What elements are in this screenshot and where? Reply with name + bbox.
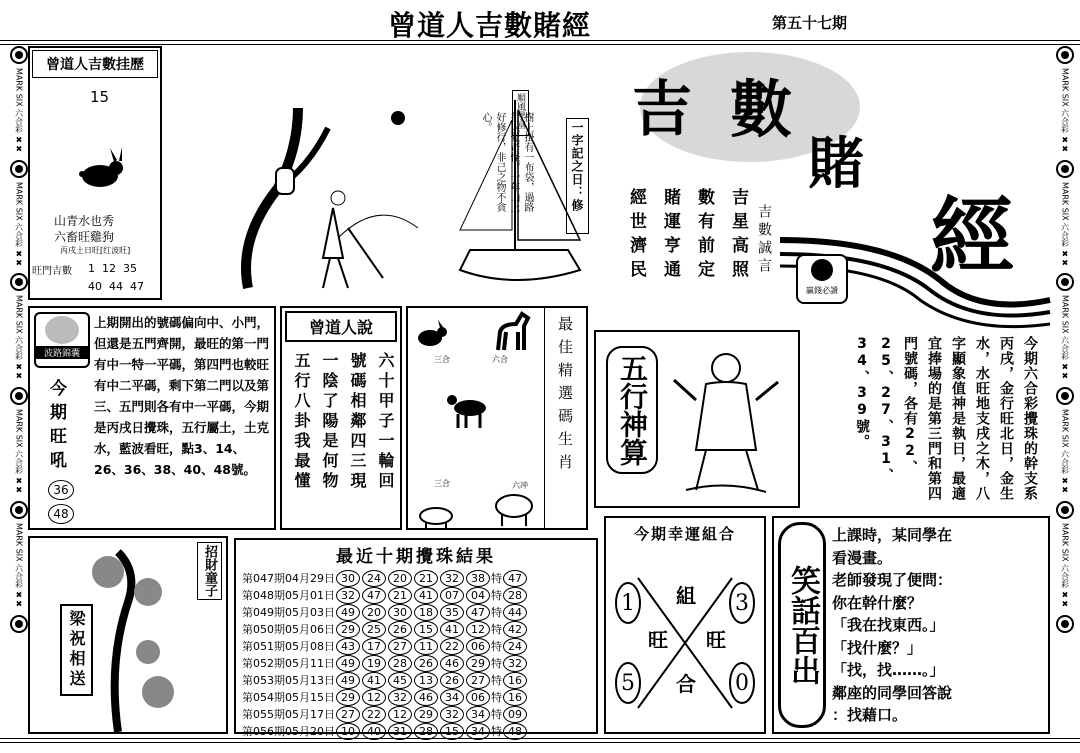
flower-icon [1056,615,1074,633]
result-ball: 46 [414,689,438,706]
result-ball: 31 [388,723,412,740]
result-ball: 18 [414,604,438,621]
lucky-word-left: 旺 [648,628,668,652]
wuxing-title: 五行神算 [606,346,658,474]
recruit-label: 招財童子 [197,542,222,600]
flower-icon [10,160,28,178]
result-ball: 21 [388,587,412,604]
wave-badge [34,312,90,368]
result-ball: 12 [388,706,412,723]
result-ball: 21 [414,570,438,587]
result-ball: 32 [440,570,464,587]
result-ball: 49 [336,672,360,689]
result-ball: 41 [414,587,438,604]
result-date: 第055期05月17日 [242,708,335,721]
calendar-panel [28,46,162,300]
strip-text: MARK SIX 六合彩 ✖✖ [14,68,24,154]
result-ball: 15 [414,621,438,638]
joke-line: 老師發現了便問： [832,571,953,589]
joke-line: 「我在找東西。」 [832,616,945,634]
wave-number-badge: 48 [48,504,74,524]
result-ball: 29 [336,689,360,706]
result-row [242,689,596,706]
flower-icon [10,387,28,405]
special-ball: 28 [503,587,527,604]
result-date: 第049期05月03日 [242,606,335,619]
money-badge [796,254,848,304]
result-row [242,570,596,587]
joke-line: 你在幹什麼？ [832,593,923,612]
header-rule [0,40,1080,45]
lucky-word-bottom: 合 [676,672,696,696]
zodiac-label-2: 六合 [492,355,508,364]
fortune-text: 今期六合彩攪珠的幹支系丙戌，金行旺北日，金生水，水旺地支戌之木，八字顯象值神是執日，最適宜捧場的是第三門和第四門號碼，各有22、25、27、31、34、39號。 [854,336,1038,501]
results-list [242,570,596,740]
strip-text: MARK SIX 六合彩 ✖✖ [1060,295,1070,382]
result-row [242,587,596,604]
special-label: 特 [491,708,502,721]
special-label: 特 [491,674,502,687]
lucky-word-top: 組 [676,584,696,608]
result-ball: 19 [362,655,386,672]
result-ball: 40 [362,723,386,740]
result-date: 第048期05月01日 [242,589,335,602]
special-label: 特 [491,725,502,738]
result-ball: 47 [466,604,490,621]
special-ball: 16 [503,672,527,689]
result-ball: 25 [362,621,386,638]
logo-column-2: 數有前定 [694,188,714,284]
result-ball: 12 [466,621,490,638]
horse-icon [492,310,536,354]
logo-column-4: 經世濟民 [626,188,646,284]
special-ball: 32 [503,655,527,672]
recruit-name: 梁祝相送 [60,604,93,696]
goat-icon [444,390,496,430]
result-ball: 20 [362,604,386,621]
tree-illustration [218,88,428,308]
says-panel [280,306,402,530]
result-date: 第050期05月06日 [242,623,335,636]
result-ball: 30 [388,604,412,621]
result-ball: 15 [440,723,464,740]
zodiac-label-1: 三合 [434,355,450,364]
deity-illustration [666,340,786,500]
result-ball: 11 [414,638,438,655]
says-column-3: 一陰了陽是何物 [320,352,339,492]
result-ball: 41 [440,621,464,638]
flower-icon [1056,46,1074,64]
result-ball: 29 [466,655,490,672]
luck-numbers-2: 40 44 47 [88,280,144,293]
result-row [242,621,596,638]
result-ball: 32 [440,706,464,723]
special-label: 特 [491,623,502,636]
wave-body: 上期開出的號碼偏向中、小門，但還是五門齊開，最旺的第一門有中一特一平碼，第四門也較旺有中二平碼，剩下第二門以及第三、五門則各有中一平碼，今期是丙戌日攪珠，五行屬土，土克水，藍波看旺，點3、14、26、36、38、40、48號。 [94,315,270,477]
wave-heading-4: 吼 [50,451,67,471]
result-ball: 13 [414,672,438,689]
result-row [242,723,596,740]
result-ball: 24 [362,570,386,587]
special-label: 特 [491,657,502,670]
wave-badge-label: 波路錦囊 [36,346,88,359]
logo-column-1: 吉星高照 [728,188,748,284]
result-ball: 47 [362,587,386,604]
calendar-note: 丙戌土日旺[红波旺] [60,246,131,255]
result-ball: 34 [466,706,490,723]
result-ball: 27 [388,638,412,655]
result-ball: 22 [362,706,386,723]
result-ball: 29 [414,706,438,723]
special-ball: 16 [503,689,527,706]
calendar-title: 曾道人吉數挂歷 [32,50,158,78]
logo-char-3: 賭 [808,131,864,197]
result-date: 第054期05月15日 [242,691,335,704]
lucky-panel [604,516,766,734]
result-ball: 06 [466,638,490,655]
luck-numbers-1: 1 12 35 [88,262,137,275]
boat-verse: 樹上掛有一布袋，過路行人覺奇怪。十年山上好修行，非己之物不貪心。 [480,112,533,212]
result-date: 第053期05月13日 [242,674,335,687]
wave-heading-3: 旺 [50,427,67,447]
joke-line: 「找，找……。」 [832,661,945,679]
special-label: 特 [491,691,502,704]
result-ball: 35 [440,604,464,621]
boat-flag: 順風學富 [512,90,529,136]
logo-motto: 吉數誠言 [756,204,772,276]
lucky-word-right: 旺 [706,628,726,652]
poem-line-2: 六畜旺雞狗 [54,230,115,244]
strip-text: MARK SIX 六合彩 ✖✖ [14,181,24,268]
rabbit-icon [70,146,130,190]
strip-text: MARK SIX 六合彩 ✖✖ [14,409,24,495]
result-ball: 26 [414,655,438,672]
special-ball: 44 [503,604,527,621]
money-bag-icon [811,259,833,281]
joke-line: 「找什麼？」 [832,638,923,657]
boat-motto: 一字記之日：修 [566,118,589,234]
result-ball: 20 [388,570,412,587]
zodiac-label-4: 六冲 [512,481,528,490]
logo-column-3: 賭運亨通 [660,188,680,284]
result-ball: 27 [336,706,360,723]
joke-line: 上課時，某同學在 [832,526,953,544]
result-ball: 41 [362,672,386,689]
results-title: 最近十期攪珠結果 [336,547,496,567]
logo-char-2: 數 [730,73,793,146]
wave-emblem-icon [45,316,79,344]
joke-line: ：找藉口。 [832,706,908,724]
lucky-number-1: 1 [621,591,635,616]
calendar-number: 15 [90,88,110,106]
special-label: 特 [491,572,502,585]
flower-icon [1056,387,1074,405]
says-title: 曾道人說 [285,311,397,342]
wave-heading-1: 今 [50,379,67,399]
joke-title: 笑話百出 [778,522,826,728]
joke-text [832,524,952,727]
result-ball: 43 [336,638,360,655]
result-ball: 17 [362,638,386,655]
special-ball: 48 [503,723,527,740]
result-ball: 45 [388,672,412,689]
joke-panel [772,516,1050,734]
flower-icon [1056,501,1074,519]
result-date: 第056期05月20日 [242,725,335,738]
result-ball: 38 [466,570,490,587]
result-ball: 28 [414,723,438,740]
result-ball: 49 [336,604,360,621]
result-ball: 07 [440,587,464,604]
special-label: 特 [491,589,502,602]
result-date: 第052期05月11日 [242,657,335,670]
result-ball: 32 [336,587,360,604]
strip-text: MARK SIX 六合彩 ✖✖ [1060,181,1070,268]
result-ball: 27 [466,672,490,689]
result-row [242,706,596,723]
ox-icon [488,488,538,528]
zodiac-side-label: 最佳精選碼生肖 [544,308,586,528]
result-date: 第051期05月08日 [242,640,335,653]
strip-text: MARK SIX 六合彩 ✖✖ [14,522,24,609]
recruit-panel [28,536,228,734]
result-ball: 28 [388,655,412,672]
result-ball: 06 [466,689,490,706]
result-row [242,655,596,672]
result-ball: 30 [336,570,360,587]
page-title: 曾道人吉數賭經 [388,9,592,42]
special-ball: 47 [503,570,527,587]
result-ball: 29 [336,621,360,638]
animals-panel [406,306,588,530]
flower-icon [10,273,28,291]
flower-icon [10,46,28,64]
strip-text: MARK SIX 六合彩 ✖✖ [1060,68,1070,154]
flower-icon [10,615,28,633]
issue-number: 第五十七期 [772,14,848,32]
result-ball: 26 [440,672,464,689]
result-ball: 12 [362,689,386,706]
rabbit-icon [414,320,450,348]
flower-icon [1056,160,1074,178]
lucky-number-3: 5 [621,671,635,696]
strip-text: MARK SIX 六合彩 ✖✖ [1060,409,1070,495]
strip-text: MARK SIX 六合彩 ✖✖ [1060,522,1070,609]
result-ball: 34 [440,689,464,706]
result-ball: 32 [388,689,412,706]
result-row [242,638,596,655]
special-ball: 24 [503,638,527,655]
logo-char-1: 吉 [632,75,692,145]
result-ball: 10 [336,723,360,740]
wuxing-panel [594,330,800,508]
lucky-number-2: 3 [735,591,749,616]
pig-icon [416,504,456,530]
lucky-number-4: 0 [735,671,749,696]
special-ball: 42 [503,621,527,638]
result-row [242,604,596,621]
flower-icon [10,501,28,519]
special-label: 特 [491,606,502,619]
result-date: 第047期04月29日 [242,572,335,585]
joke-line: 看漫畫。 [832,548,893,567]
result-row [242,672,596,689]
result-ball: 46 [440,655,464,672]
zodiac-label-3: 三合 [434,479,450,488]
result-ball: 04 [466,587,490,604]
says-column-1: 六十甲子一輪回 [376,352,395,492]
logo-char-4: 經 [930,187,1015,286]
lucky-title: 今期幸運組合 [633,525,736,543]
luck-label: 旺門吉數 [32,266,72,277]
wave-panel [28,306,276,530]
says-column-4: 五行八卦我最懂 [292,352,311,492]
strip-text: MARK SIX 六合彩 ✖✖ [14,295,24,382]
right-border-strip [1052,40,1078,730]
special-label: 特 [491,640,502,653]
result-ball: 49 [336,655,360,672]
poem-line-1: 山青水也秀 [54,214,115,228]
wave-number-badge: 36 [48,480,74,500]
joke-line: 鄰座的同學回答說 [832,683,953,702]
result-ball: 26 [388,621,412,638]
result-ball: 34 [466,723,490,740]
says-column-2: 號碼相鄰四三現 [348,352,367,492]
money-badge-label: 贏錢必讀 [806,286,838,295]
special-ball: 09 [503,706,527,723]
results-panel [234,538,598,738]
wave-heading-2: 期 [50,403,67,423]
result-ball: 22 [440,638,464,655]
